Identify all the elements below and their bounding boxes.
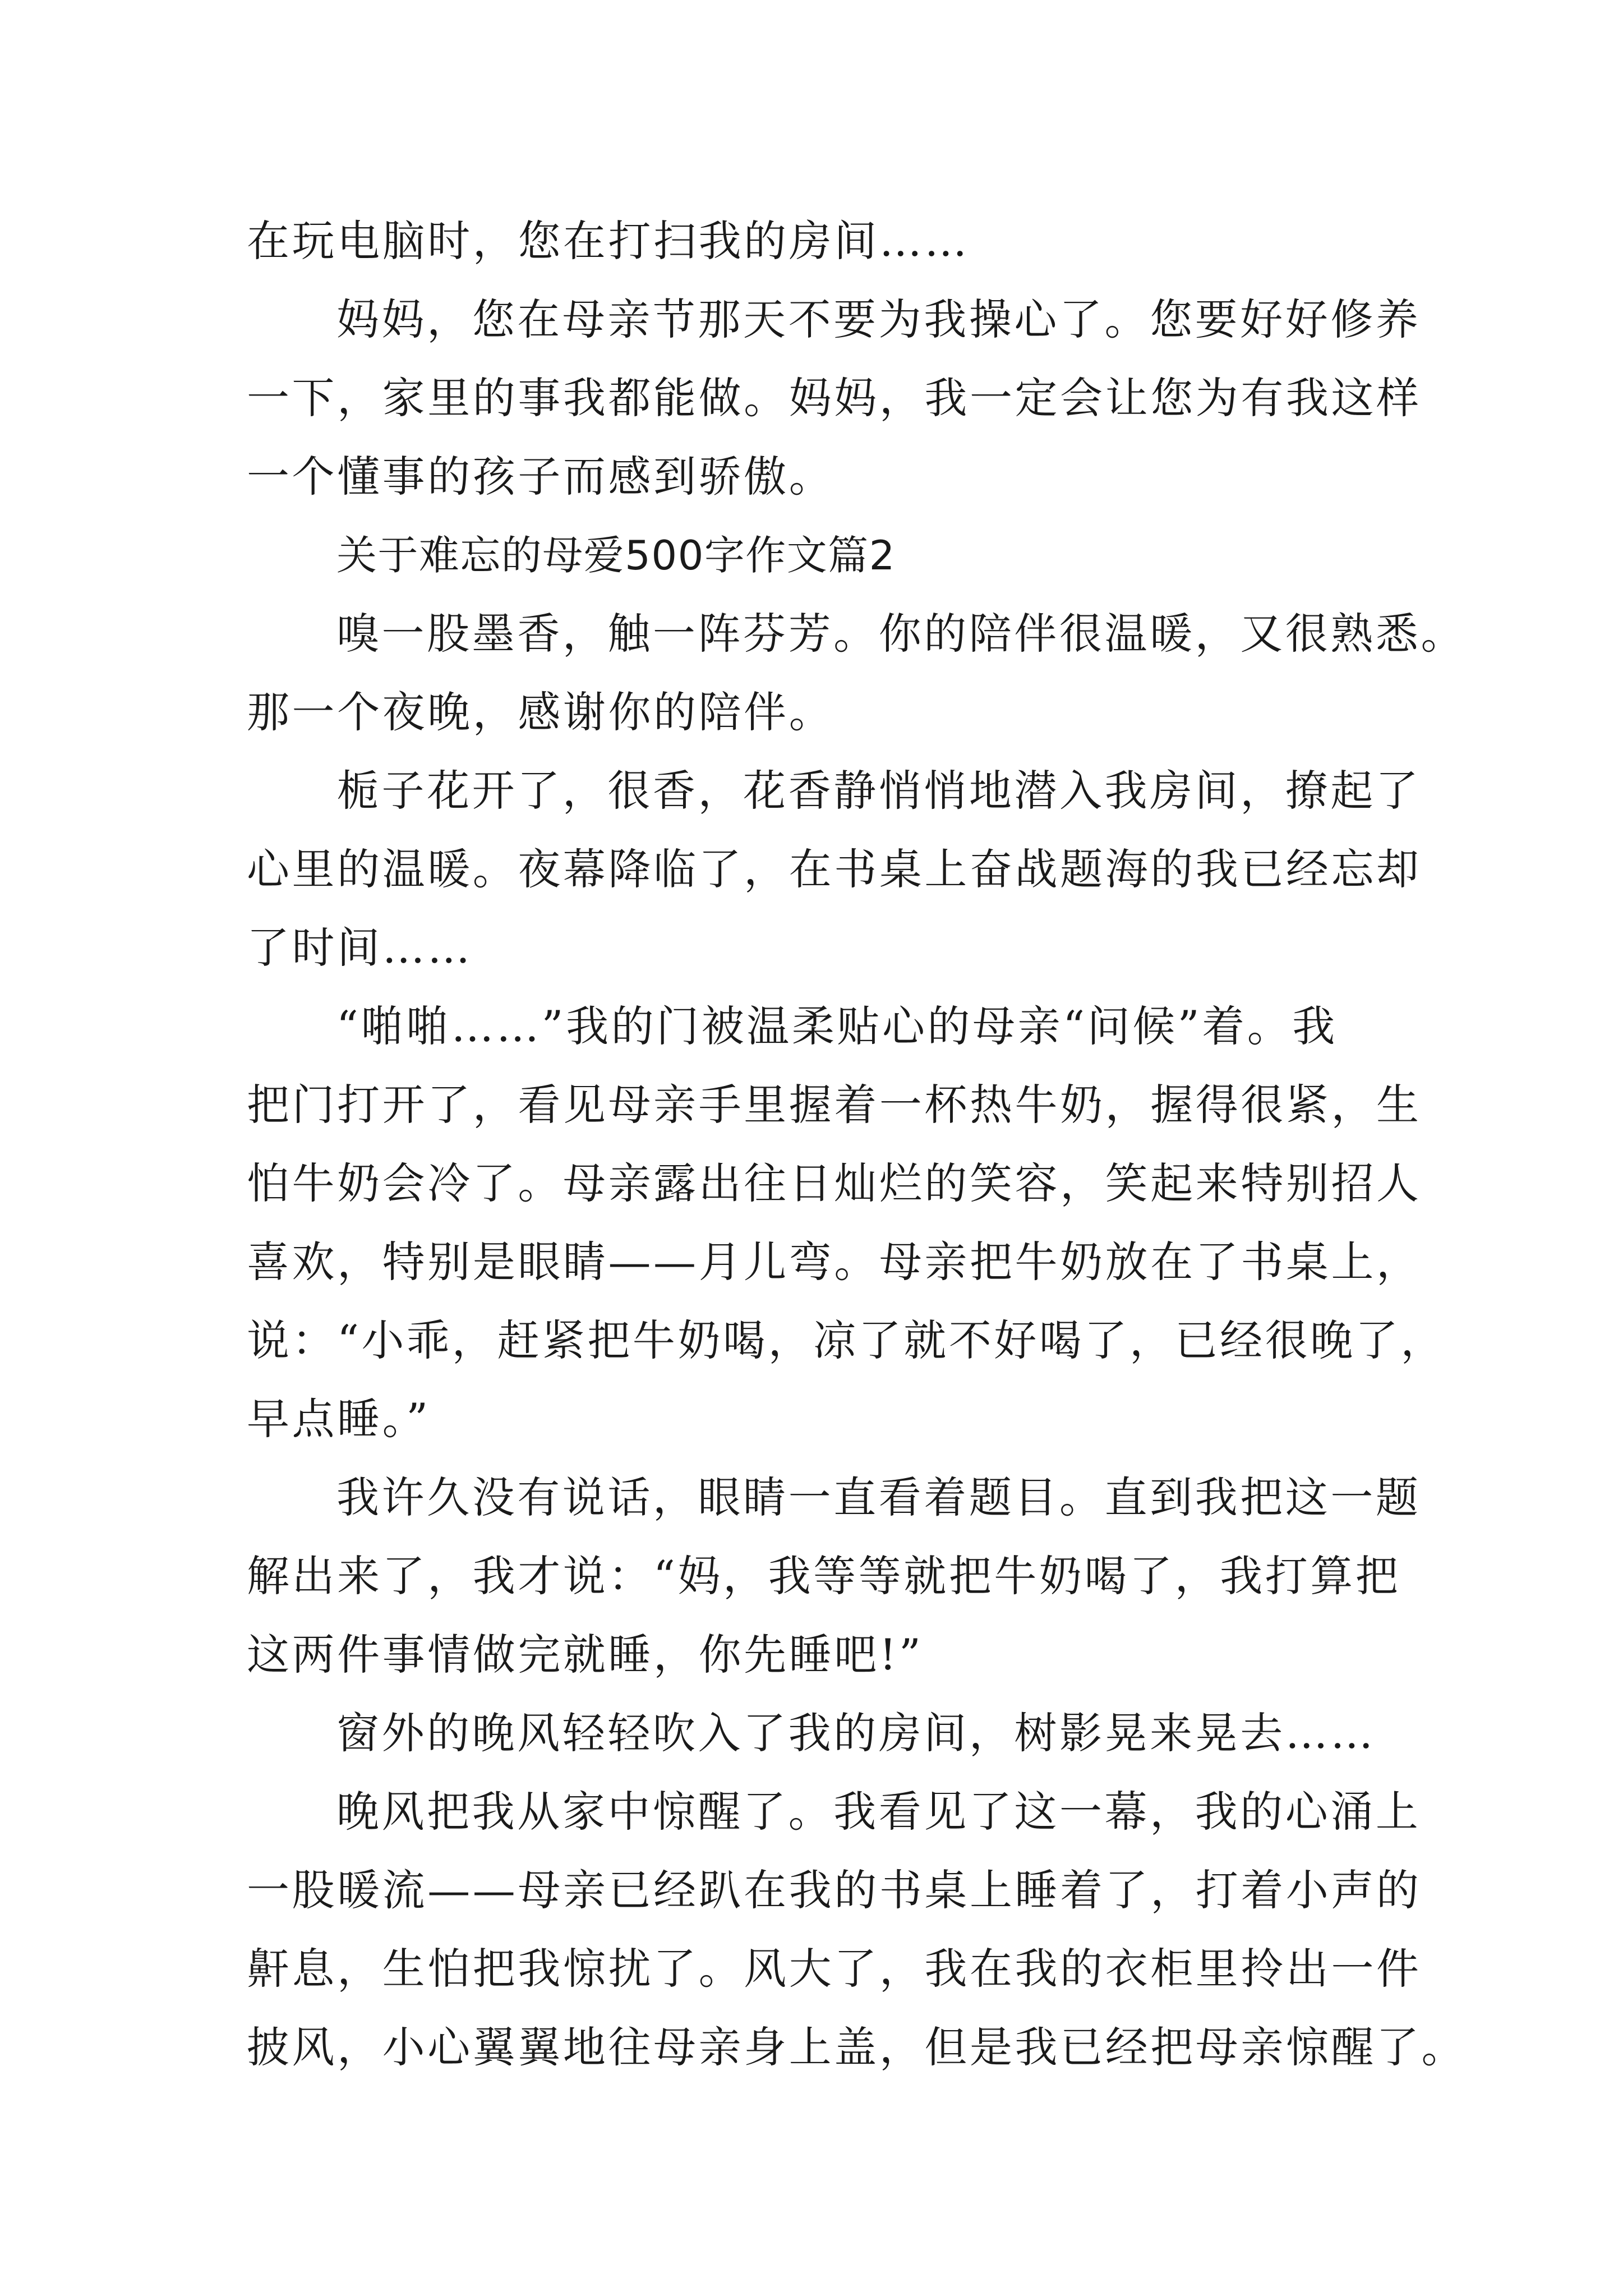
text-line: 嗅一股墨香，触一阵芬芳。你的陪伴很温暖，又很熟悉。	[336, 609, 1466, 659]
section-heading: 关于难忘的母爱500字作文篇2	[336, 532, 896, 579]
text-line: 解出来了，我才说：“妈，我等等就把牛奶喝了，我打算把	[247, 1551, 1401, 1601]
text-line: “啪啪……”我的门被温柔贴心的母亲“问候”着。我	[336, 1001, 1338, 1051]
text-line: 一下，家里的事我都能做。妈妈，我一定会让您为有我这样	[247, 373, 1422, 423]
text-line: 披风，小心翼翼地往母亲身上盖，但是我已经把母亲惊醒了。	[247, 2022, 1467, 2072]
text-line: 这两件事情做完就睡，你先睡吧!”	[247, 1630, 924, 1680]
text-line: 心里的温暖。夜幕降临了，在书桌上奋战题海的我已经忘却	[247, 844, 1422, 894]
text-line: 妈妈，您在母亲节那天不要为我操心了。您要好好修养	[336, 295, 1421, 344]
text-line: 说：“小乖，赶紧把牛奶喝，凉了就不好喝了，已经很晚了，	[247, 1315, 1446, 1365]
text-line: 怕牛奶会冷了。母亲露出往日灿烂的笑容，笑起来特别招人	[247, 1158, 1422, 1208]
text-line: 鼾息，生怕把我惊扰了。风大了，我在我的衣柜里拎出一件	[247, 1944, 1422, 1994]
text-line: 那一个夜晚，感谢你的陪伴。	[247, 687, 834, 737]
text-line: 喜欢，特别是眼睛——月儿弯。母亲把牛奶放在了书桌上，	[247, 1237, 1422, 1287]
text-line: 窗外的晚风轻轻吹入了我的房间，树影晃来晃去……	[336, 1708, 1376, 1758]
text-line: 在玩电脑时，您在打扫我的房间……	[247, 216, 970, 266]
text-line: 晚风把我从家中惊醒了。我看见了这一幕，我的心涌上	[336, 1787, 1421, 1837]
text-line: 早点睡。”	[247, 1394, 431, 1444]
text-line: 栀子花开了，很香，花香静悄悄地潜入我房间，撩起了	[336, 766, 1421, 816]
text-line: 我许久没有说话，眼睛一直看着题目。直到我把这一题	[336, 1473, 1421, 1522]
text-line: 把门打开了，看见母亲手里握着一杯热牛奶，握得很紧，生	[247, 1080, 1422, 1130]
text-line: 一股暖流——母亲已经趴在我的书桌上睡着了，打着小声的	[247, 1865, 1422, 1915]
text-line: 了时间……	[247, 923, 473, 973]
text-line: 一个懂事的孩子而感到骄傲。	[247, 452, 834, 501]
